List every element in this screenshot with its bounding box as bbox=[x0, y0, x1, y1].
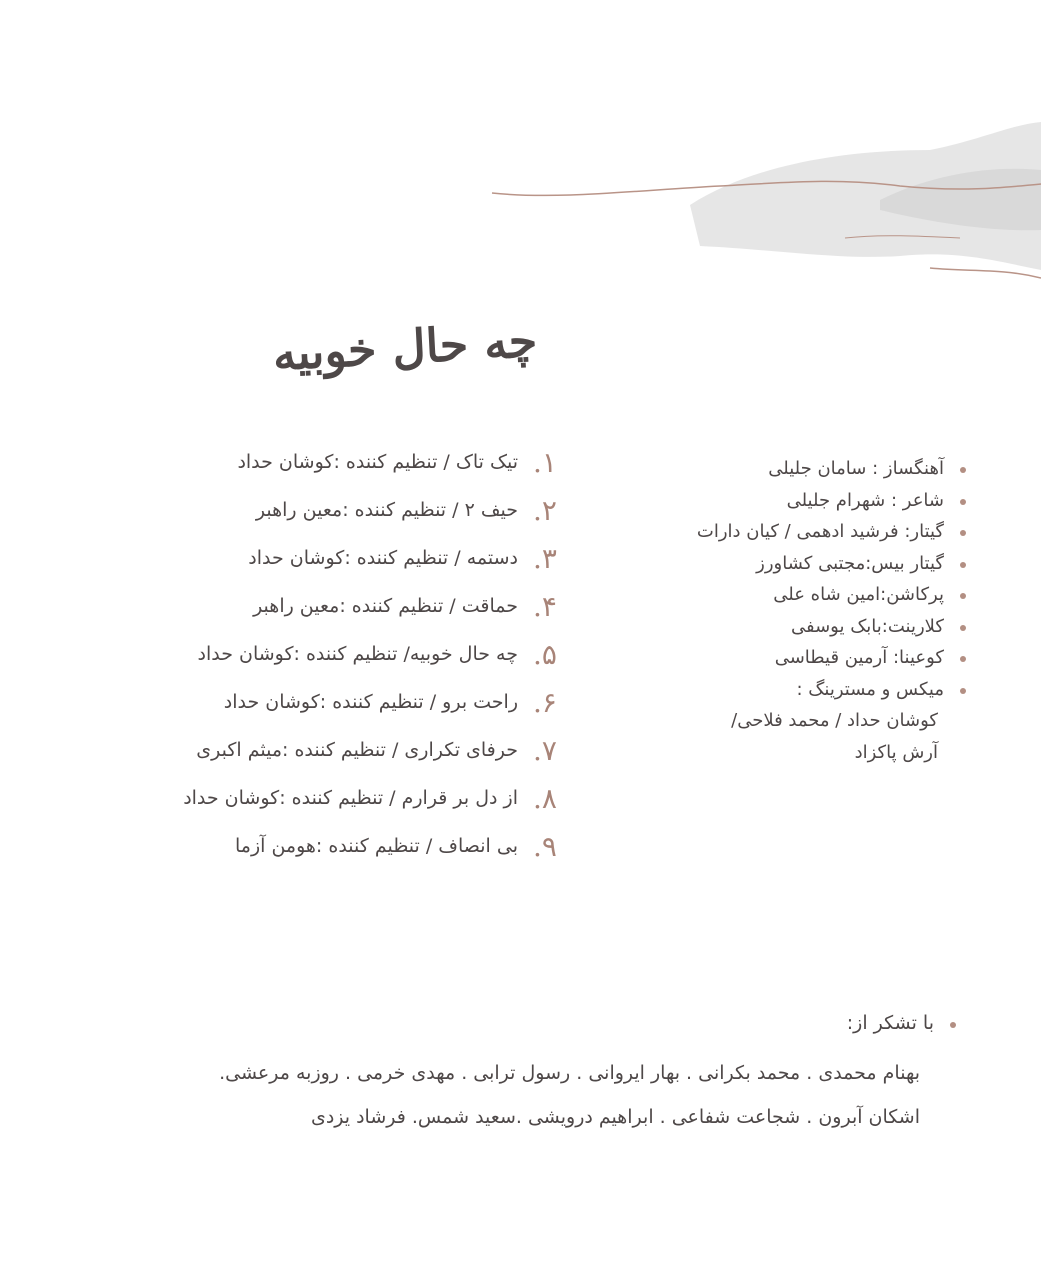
track-title: حیف ۲ / تنظیم کننده :معین راهبر bbox=[255, 499, 518, 521]
track-number: ۸. bbox=[533, 781, 557, 815]
track-title: حرفای تکراری / تنظیم کننده :میثم اکبری bbox=[196, 739, 518, 761]
track-number: ۴. bbox=[533, 589, 557, 623]
track-title: چه حال خوبیه/ تنظیم کننده :کوشان حداد bbox=[197, 643, 518, 665]
acknowledgements bbox=[100, 1012, 960, 1139]
track-title: بی انصاف / تنظیم کننده :هومن آزما bbox=[234, 835, 518, 857]
credit-percussion: پرکاشن:امین شاه علی bbox=[590, 579, 970, 611]
acknowledgements-line: اشکان آبرون . شجاعت شفاعی . ابراهیم درویشی .سعید شمس. فرشاد یزدی bbox=[310, 1105, 920, 1128]
track-number: ۳. bbox=[533, 541, 557, 575]
credit-kuaena: کوعینا: آرمین قیطاسی bbox=[590, 642, 970, 674]
track-item bbox=[80, 822, 560, 870]
track-item bbox=[80, 726, 560, 774]
credit-composer: آهنگساز : سامان جلیلی bbox=[590, 453, 970, 485]
track-item bbox=[80, 678, 560, 726]
track-item bbox=[80, 582, 560, 630]
track-title: تیک تاک / تنظیم کننده :کوشان حداد bbox=[237, 451, 518, 473]
track-item bbox=[80, 774, 560, 822]
credits-list bbox=[590, 453, 970, 768]
track-list bbox=[80, 438, 560, 870]
track-number: ۱. bbox=[533, 445, 557, 479]
track-title: دستمه / تنظیم کننده :کوشان حداد bbox=[248, 547, 518, 569]
credit-mixing-mastering: میکس و مسترینگ : bbox=[590, 674, 970, 706]
track-title: از دل بر قرارم / تنظیم کننده :کوشان حداد bbox=[183, 787, 518, 809]
credit-lyricist: شاعر : شهرام جلیلی bbox=[590, 485, 970, 517]
track-number: ۶. bbox=[533, 685, 557, 719]
acknowledgements-heading: با تشکر از: bbox=[100, 1012, 960, 1034]
track-title: حماقت / تنظیم کننده :معین راهبر bbox=[253, 595, 518, 617]
credit-bass-guitar: گیتار بیس:مجتبی کشاورز bbox=[590, 548, 970, 580]
credit-guitar: گیتار: فرشید ادهمی / کیان دارات bbox=[590, 516, 970, 548]
credit-clarinet: کلارینت:بابک یوسفی bbox=[590, 611, 970, 643]
acknowledgements-line: بهنام محمدی . محمد بکرانی . بهار ایروانی . رسول ترابی . مهدی خرمی . روزبه مرعشی. bbox=[219, 1062, 920, 1084]
track-number: ۷. bbox=[533, 733, 557, 767]
mixing-names-line-2: آرش پاکزاد bbox=[854, 741, 938, 763]
track-item bbox=[80, 486, 560, 534]
track-number: ۵. bbox=[533, 637, 557, 671]
track-number: ۹. bbox=[533, 829, 557, 863]
track-number: ۲. bbox=[533, 493, 557, 527]
album-title: چه حال خوبیه bbox=[271, 313, 539, 381]
track-item bbox=[80, 534, 560, 582]
track-title: راحت برو / تنظیم کننده :کوشان حداد bbox=[223, 691, 518, 713]
mixing-names-line-1: کوشان حداد / محمد فلاحی/ bbox=[731, 710, 938, 731]
track-item bbox=[80, 630, 560, 678]
decorative-smudge bbox=[0, 0, 1041, 320]
track-item bbox=[80, 438, 560, 486]
